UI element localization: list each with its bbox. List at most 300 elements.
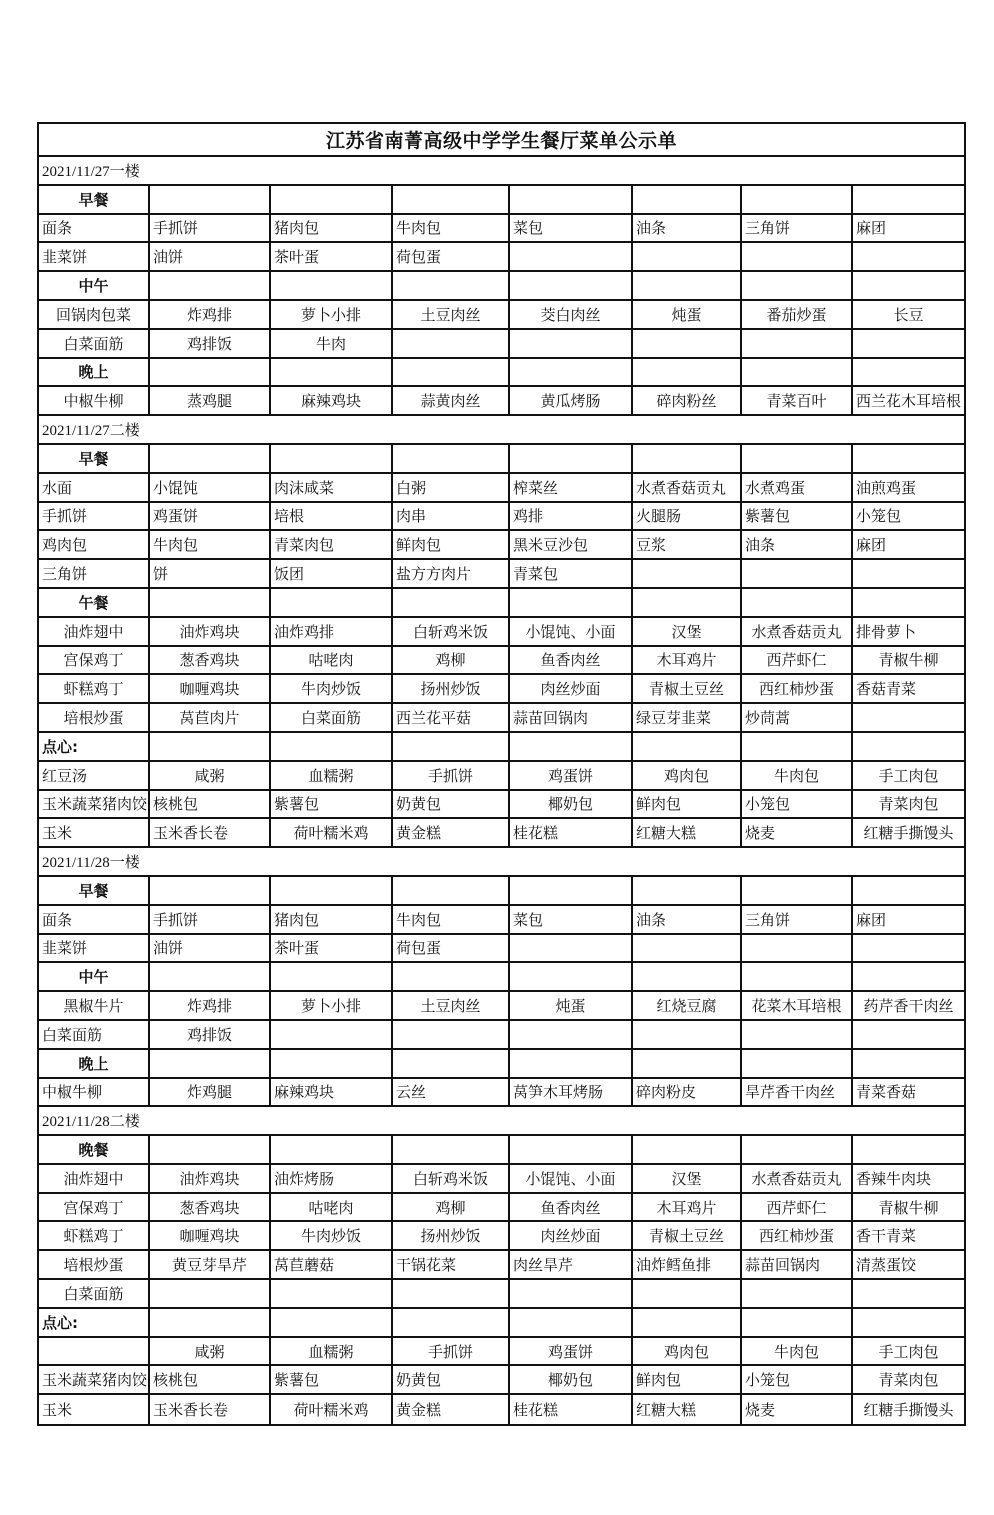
menu-item-text: 肉丝旱芹 <box>513 1256 574 1275</box>
menu-item-text: 小馄饨 <box>153 478 199 497</box>
menu-item-text: 蒜苗回锅肉 <box>513 709 589 728</box>
meal-label <box>39 186 150 213</box>
menu-item-cell <box>742 992 853 1019</box>
menu-item-text: 西兰花木耳培根 <box>856 392 962 411</box>
menu-item-text: 麻团 <box>856 910 887 929</box>
menu-item-cell <box>742 531 853 558</box>
menu-item-text: 牛肉炒饭 <box>300 1227 361 1246</box>
menu-item-cell <box>742 474 853 501</box>
menu-item-cell <box>393 675 510 702</box>
menu-item-cell <box>39 791 150 818</box>
menu-item-cell <box>853 906 964 933</box>
meal-header-row <box>39 186 964 215</box>
empty-cell <box>393 963 510 990</box>
menu-item-text: 榨菜丝 <box>513 478 559 497</box>
menu-item-cell <box>633 1194 742 1221</box>
menu-item-text: 鲜肉包 <box>396 536 442 555</box>
menu-item-cell <box>510 387 633 414</box>
menu-item-cell <box>393 243 510 270</box>
menu-item-text: 白菜面筋 <box>63 334 124 353</box>
menu-item-text: 豆浆 <box>636 536 667 555</box>
menu-item-cell <box>150 1280 271 1307</box>
table-row <box>39 503 964 532</box>
menu-item-cell <box>39 474 150 501</box>
menu-item-text: 葱香鸡块 <box>179 1198 240 1217</box>
menu-item-text: 白菜面筋 <box>300 709 361 728</box>
empty-cell <box>853 1050 964 1077</box>
empty-cell <box>510 445 633 472</box>
meal-label-text: 点心: <box>42 1313 78 1332</box>
menu-item-cell <box>853 474 964 501</box>
table-row <box>39 474 964 503</box>
menu-item-text: 三角饼 <box>745 219 791 238</box>
menu-item-cell <box>271 1165 393 1192</box>
empty-cell <box>393 733 510 760</box>
meal-label <box>39 589 150 616</box>
menu-item-cell <box>271 791 393 818</box>
menu-item-text: 青椒土豆丝 <box>648 680 724 699</box>
empty-cell <box>633 186 742 213</box>
menu-item-text: 炖蛋 <box>671 305 702 324</box>
menu-item-text: 牛肉包 <box>773 1342 819 1361</box>
menu-item-cell <box>853 992 964 1019</box>
menu-item-cell <box>633 1338 742 1365</box>
menu-item-text: 土豆肉丝 <box>420 997 481 1015</box>
menu-item-cell <box>853 647 964 674</box>
menu-item-cell <box>633 1222 742 1249</box>
menu-item-text: 桂花糕 <box>513 1401 559 1420</box>
menu-item-text: 白斩鸡米饭 <box>412 622 488 641</box>
menu-item-cell <box>271 243 393 270</box>
empty-cell <box>853 445 964 472</box>
menu-item-text: 麻辣鸡块 <box>300 392 361 411</box>
menu-item-text: 咸粥 <box>194 1342 225 1361</box>
menu-item-text: 火腿肠 <box>636 507 682 526</box>
menu-item-text: 红糖大糕 <box>636 824 697 843</box>
meal-label <box>39 1050 150 1077</box>
menu-item-text: 油炸鸡块 <box>179 1169 240 1188</box>
menu-item-cell <box>633 992 742 1019</box>
menu-item-cell <box>742 387 853 414</box>
menu-item-cell <box>271 992 393 1019</box>
menu-item-text: 鸡排 <box>513 507 544 526</box>
menu-item-cell <box>271 618 393 645</box>
menu-item-text: 牛肉包 <box>396 910 442 929</box>
menu-item-cell <box>150 474 271 501</box>
menu-item-text: 咖喱鸡块 <box>179 680 240 699</box>
menu-item-text: 炖蛋 <box>555 997 586 1015</box>
menu-item-text: 白粥 <box>396 478 427 497</box>
menu-item-cell <box>393 301 510 328</box>
menu-item-cell <box>853 531 964 558</box>
menu-item-text: 核桃包 <box>153 795 199 814</box>
menu-item-cell <box>633 387 742 414</box>
menu-item-cell <box>150 503 271 530</box>
menu-item-text: 椰奶包 <box>547 1371 593 1390</box>
menu-item-text: 油饼 <box>153 939 184 958</box>
menu-item-cell <box>633 1280 742 1307</box>
menu-item-text: 云丝 <box>396 1083 427 1102</box>
table-row <box>39 560 964 589</box>
menu-item-cell <box>742 243 853 270</box>
menu-item-cell <box>150 819 271 846</box>
menu-item-cell <box>510 992 633 1019</box>
menu-item-cell <box>393 474 510 501</box>
meal-label <box>39 963 150 990</box>
menu-item-text: 炸鸡排 <box>186 997 232 1015</box>
empty-cell <box>633 445 742 472</box>
menu-item-cell <box>853 1395 964 1424</box>
empty-cell <box>150 186 271 213</box>
empty-cell <box>271 963 393 990</box>
empty-cell <box>271 445 393 472</box>
menu-item-cell <box>853 503 964 530</box>
menu-item-cell <box>150 215 271 242</box>
menu-item-text: 紫薯包 <box>274 1371 320 1390</box>
menu-item-cell <box>271 704 393 731</box>
menu-item-cell <box>39 704 150 731</box>
empty-cell <box>510 1309 633 1336</box>
menu-item-cell <box>393 1079 510 1106</box>
menu-item-cell <box>510 1194 633 1221</box>
menu-item-cell <box>510 618 633 645</box>
menu-item-cell <box>510 647 633 674</box>
menu-item-cell <box>853 301 964 328</box>
table-row <box>39 1366 964 1395</box>
menu-item-cell <box>633 1079 742 1106</box>
menu-item-cell <box>39 1280 150 1307</box>
empty-cell <box>271 186 393 213</box>
menu-item-cell <box>742 301 853 328</box>
menu-item-text: 旱芹香干肉丝 <box>745 1083 836 1102</box>
empty-cell <box>150 733 271 760</box>
meal-label-text: 中午 <box>78 277 109 296</box>
menu-item-cell <box>742 819 853 846</box>
empty-cell <box>271 877 393 904</box>
empty-cell <box>150 445 271 472</box>
empty-cell <box>271 1050 393 1077</box>
empty-cell <box>150 1309 271 1336</box>
menu-item-text: 土豆肉丝 <box>420 305 481 324</box>
menu-item-text: 扬州炒饭 <box>420 680 481 699</box>
menu-item-text: 西红柿炒蛋 <box>758 680 834 699</box>
menu-item-cell <box>393 618 510 645</box>
menu-item-text: 小笼包 <box>856 507 902 526</box>
menu-item-text: 香菇青菜 <box>856 680 917 699</box>
menu-item-text: 玉米 <box>42 824 73 843</box>
menu-item-text: 麻团 <box>856 219 887 238</box>
empty-cell <box>742 1309 853 1336</box>
menu-item-text: 红糖手撕馒头 <box>863 1401 954 1420</box>
table-row <box>39 1079 964 1108</box>
menu-item-cell <box>633 618 742 645</box>
menu-item-cell <box>150 791 271 818</box>
menu-item-cell <box>633 762 742 789</box>
menu-item-cell <box>39 906 150 933</box>
menu-item-cell <box>271 330 393 357</box>
menu-item-text: 葱香鸡块 <box>179 651 240 670</box>
table-row <box>39 1395 964 1424</box>
menu-item-cell <box>510 675 633 702</box>
meal-label-text: 早餐 <box>78 881 109 900</box>
menu-item-text: 牛肉包 <box>153 536 199 555</box>
menu-item-cell <box>150 762 271 789</box>
menu-item-cell <box>271 474 393 501</box>
menu-item-text: 萝卜小排 <box>300 305 361 324</box>
menu-item-text: 蒜黄肉丝 <box>420 392 481 411</box>
menu-item-cell <box>633 215 742 242</box>
table-row <box>39 675 964 704</box>
empty-cell <box>393 1309 510 1336</box>
menu-item-text: 清蒸蛋饺 <box>856 1256 917 1275</box>
menu-item-cell <box>510 330 633 357</box>
empty-cell <box>633 877 742 904</box>
menu-item-text: 油饼 <box>153 248 184 267</box>
menu-item-text: 花菜木耳培根 <box>751 997 842 1015</box>
meal-label-text: 早餐 <box>78 190 109 209</box>
empty-cell <box>853 1309 964 1336</box>
menu-item-cell <box>853 243 964 270</box>
menu-item-cell <box>393 647 510 674</box>
meal-header-row <box>39 963 964 992</box>
menu-item-cell <box>853 1222 964 1249</box>
menu-item-cell <box>633 647 742 674</box>
menu-item-text: 香辣牛肉块 <box>856 1169 932 1188</box>
empty-cell <box>393 877 510 904</box>
menu-item-cell <box>742 1280 853 1307</box>
empty-cell <box>853 186 964 213</box>
menu-item-text: 青椒牛柳 <box>878 651 939 670</box>
menu-item-cell <box>633 531 742 558</box>
menu-item-cell <box>271 906 393 933</box>
menu-item-cell <box>39 1395 150 1424</box>
menu-item-text: 蒸鸡腿 <box>186 392 232 411</box>
empty-cell <box>150 1136 271 1163</box>
menu-item-text: 木耳鸡片 <box>656 651 717 670</box>
menu-item-text: 鸡蛋饼 <box>153 507 199 526</box>
menu-item-cell <box>853 1251 964 1278</box>
menu-item-cell <box>393 503 510 530</box>
menu-item-cell <box>39 531 150 558</box>
empty-cell <box>510 589 633 616</box>
empty-cell <box>150 1050 271 1077</box>
menu-item-cell <box>39 330 150 357</box>
meal-header-row <box>39 733 964 762</box>
menu-item-cell <box>510 474 633 501</box>
empty-cell <box>150 589 271 616</box>
menu-item-cell <box>510 791 633 818</box>
menu-item-text: 手抓饼 <box>427 1342 473 1361</box>
section-date-row: 2021/11/28一楼 <box>39 848 964 877</box>
menu-item-cell <box>633 330 742 357</box>
menu-item-cell <box>633 704 742 731</box>
empty-cell <box>853 272 964 299</box>
menu-item-cell <box>510 762 633 789</box>
menu-item-cell <box>510 243 633 270</box>
empty-cell <box>853 877 964 904</box>
menu-item-cell <box>633 935 742 962</box>
menu-item-text: 萝卜小排 <box>300 997 361 1015</box>
menu-item-cell <box>271 1194 393 1221</box>
menu-item-text: 红烧豆腐 <box>656 997 717 1015</box>
menu-item-cell <box>510 935 633 962</box>
menu-item-cell <box>39 935 150 962</box>
menu-item-text: 小笼包 <box>745 1371 791 1390</box>
meal-header-row <box>39 1309 964 1338</box>
menu-item-text: 牛肉包 <box>396 219 442 238</box>
menu-item-text: 油条 <box>636 910 667 929</box>
menu-item-cell <box>271 819 393 846</box>
empty-cell <box>742 1050 853 1077</box>
menu-item-cell <box>853 819 964 846</box>
menu-item-text: 西芹虾仁 <box>766 1198 827 1217</box>
menu-item-text: 茶叶蛋 <box>274 248 320 267</box>
empty-cell <box>150 963 271 990</box>
menu-item-cell <box>853 215 964 242</box>
menu-item-cell <box>742 675 853 702</box>
empty-cell <box>742 1136 853 1163</box>
menu-item-cell <box>393 1395 510 1424</box>
menu-item-cell <box>393 762 510 789</box>
menu-item-text: 荷叶糯米鸡 <box>293 1401 369 1420</box>
menu-item-cell <box>853 560 964 587</box>
menu-item-cell <box>633 560 742 587</box>
menu-item-text: 蒜苗回锅肉 <box>745 1256 821 1275</box>
meal-label-text: 晚餐 <box>78 1140 109 1159</box>
empty-cell <box>393 186 510 213</box>
menu-item-cell <box>39 1021 150 1048</box>
menu-item-cell <box>150 704 271 731</box>
menu-item-cell <box>510 215 633 242</box>
menu-item-text: 油条 <box>745 536 776 555</box>
menu-item-cell <box>271 387 393 414</box>
meal-header-row <box>39 1136 964 1165</box>
meal-header-row <box>39 272 964 301</box>
menu-item-text: 玉米蔬菜猪肉饺 <box>42 1371 148 1390</box>
menu-item-cell <box>39 1222 150 1249</box>
menu-item-cell <box>853 330 964 357</box>
menu-item-cell <box>393 330 510 357</box>
menu-item-text: 鱼香肉丝 <box>540 651 601 670</box>
menu-item-cell <box>39 1079 150 1106</box>
table-row <box>39 1165 964 1194</box>
menu-item-cell <box>853 935 964 962</box>
menu-item-text: 小笼包 <box>745 795 791 814</box>
menu-item-cell <box>853 1021 964 1048</box>
table-body <box>39 157 964 1424</box>
menu-item-text: 韭菜饼 <box>42 248 88 267</box>
menu-item-text: 黄豆芽旱芹 <box>171 1256 247 1275</box>
menu-item-cell <box>150 992 271 1019</box>
menu-item-text: 牛肉包 <box>773 766 819 785</box>
table-row <box>39 647 964 676</box>
empty-cell <box>393 1136 510 1163</box>
menu-item-text: 小馄饨、小面 <box>525 622 616 641</box>
menu-item-cell <box>633 301 742 328</box>
menu-item-cell <box>633 1021 742 1048</box>
empty-cell <box>633 272 742 299</box>
menu-item-text: 排骨萝卜 <box>856 622 917 641</box>
empty-cell <box>633 589 742 616</box>
menu-item-text: 虾糕鸡丁 <box>63 680 124 699</box>
table-row <box>39 1222 964 1251</box>
menu-item-text: 油炸鸡排 <box>274 622 335 641</box>
menu-item-cell <box>742 330 853 357</box>
menu-item-text: 手工肉包 <box>878 766 939 785</box>
menu-item-cell <box>853 387 964 414</box>
menu-item-cell <box>633 791 742 818</box>
empty-cell <box>510 877 633 904</box>
menu-item-cell <box>150 243 271 270</box>
menu-item-text: 鸡肉包 <box>663 1342 709 1361</box>
menu-item-cell <box>271 1338 393 1365</box>
menu-item-text: 水煮香菇贡丸 <box>751 1169 842 1188</box>
menu-item-cell <box>271 1079 393 1106</box>
menu-item-cell <box>393 791 510 818</box>
empty-cell <box>633 1050 742 1077</box>
menu-item-cell <box>742 215 853 242</box>
menu-item-cell <box>393 215 510 242</box>
menu-item-cell <box>393 819 510 846</box>
menu-item-cell <box>742 1165 853 1192</box>
menu-item-text: 血糯粥 <box>308 1342 354 1361</box>
empty-cell <box>393 359 510 386</box>
menu-item-cell <box>393 906 510 933</box>
empty-cell <box>742 445 853 472</box>
menu-item-cell <box>39 819 150 846</box>
table-row <box>39 704 964 733</box>
menu-item-cell <box>510 531 633 558</box>
menu-item-text: 油炸翅中 <box>63 1169 124 1188</box>
menu-item-text: 肉丝炒面 <box>540 1227 601 1246</box>
menu-item-text: 白斩鸡米饭 <box>412 1169 488 1188</box>
menu-item-text: 麻辣鸡块 <box>274 1083 335 1102</box>
menu-item-cell <box>39 387 150 414</box>
menu-item-text: 培根 <box>274 507 305 526</box>
menu-item-text: 荷包蛋 <box>396 939 442 958</box>
empty-cell <box>271 359 393 386</box>
menu-item-text: 紫薯包 <box>274 795 320 814</box>
menu-item-text: 猪肉包 <box>274 910 320 929</box>
empty-cell <box>742 877 853 904</box>
menu-item-text: 宫保鸡丁 <box>63 1198 124 1217</box>
meal-label-text: 早餐 <box>78 449 109 468</box>
table-row <box>39 330 964 359</box>
table-row <box>39 387 964 416</box>
menu-item-text: 饼 <box>153 565 169 584</box>
empty-cell <box>633 733 742 760</box>
menu-item-cell <box>393 1366 510 1393</box>
menu-item-text: 面条 <box>42 219 73 238</box>
menu-item-text: 青菜肉包 <box>878 795 939 814</box>
menu-item-cell <box>271 1222 393 1249</box>
menu-item-cell <box>853 618 964 645</box>
menu-item-text: 西兰花平菇 <box>396 709 472 728</box>
menu-item-text: 咖喱鸡块 <box>179 1227 240 1246</box>
empty-cell <box>150 877 271 904</box>
menu-item-cell <box>393 1280 510 1307</box>
empty-cell <box>510 1136 633 1163</box>
menu-item-text: 玉米 <box>42 1401 73 1420</box>
menu-item-cell <box>510 301 633 328</box>
menu-item-text: 鲜肉包 <box>636 795 682 814</box>
menu-item-cell <box>271 1251 393 1278</box>
menu-item-cell <box>742 1021 853 1048</box>
menu-item-text: 青菜百叶 <box>766 392 827 411</box>
menu-item-cell <box>150 301 271 328</box>
menu-item-cell <box>633 503 742 530</box>
menu-item-cell <box>271 675 393 702</box>
